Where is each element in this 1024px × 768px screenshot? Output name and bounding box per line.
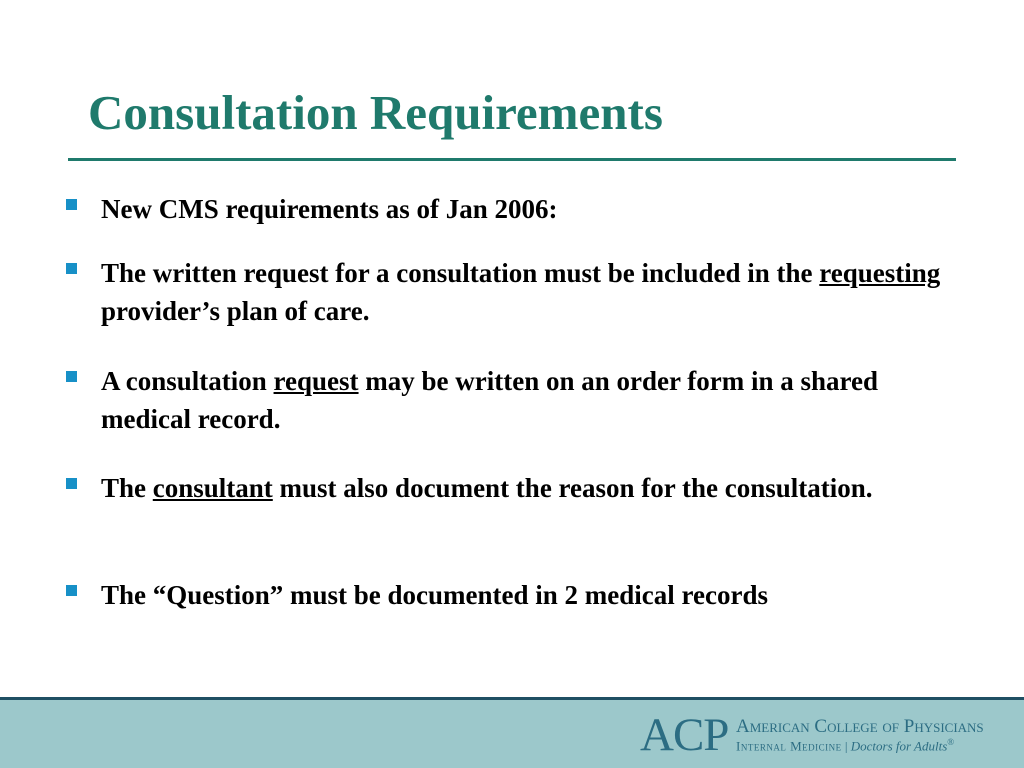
underlined-term: request [273, 366, 359, 396]
organization-tagline: Internal Medicine | Doctors for Adults® [736, 737, 955, 754]
bullet-text: New CMS requirements as of Jan 2006: [101, 194, 558, 224]
title-divider [68, 158, 956, 161]
square-bullet-icon [66, 585, 77, 596]
bullet-text: The written request for a consultation must be included in the requesting provider’s plan of care. [101, 258, 941, 326]
square-bullet-icon [66, 199, 77, 210]
footer-band [0, 697, 1024, 768]
square-bullet-icon [66, 263, 77, 274]
bullet-text: A consultation request may be written on an order form in a shared medical record. [101, 366, 879, 434]
underlined-term: consultant [152, 473, 273, 503]
square-bullet-icon [66, 371, 77, 382]
organization-name: American College of Physicians [736, 716, 984, 737]
underlined-term: requesting [819, 258, 941, 288]
logo-mark: ACP [640, 709, 729, 761]
square-bullet-icon [66, 478, 77, 489]
bullet-text: The “Question” must be documented in 2 medical records [101, 580, 768, 610]
slide-title: Consultation Requirements [88, 85, 663, 140]
bullet-text: The consultant must also document the reason for the consultation. [101, 473, 873, 503]
